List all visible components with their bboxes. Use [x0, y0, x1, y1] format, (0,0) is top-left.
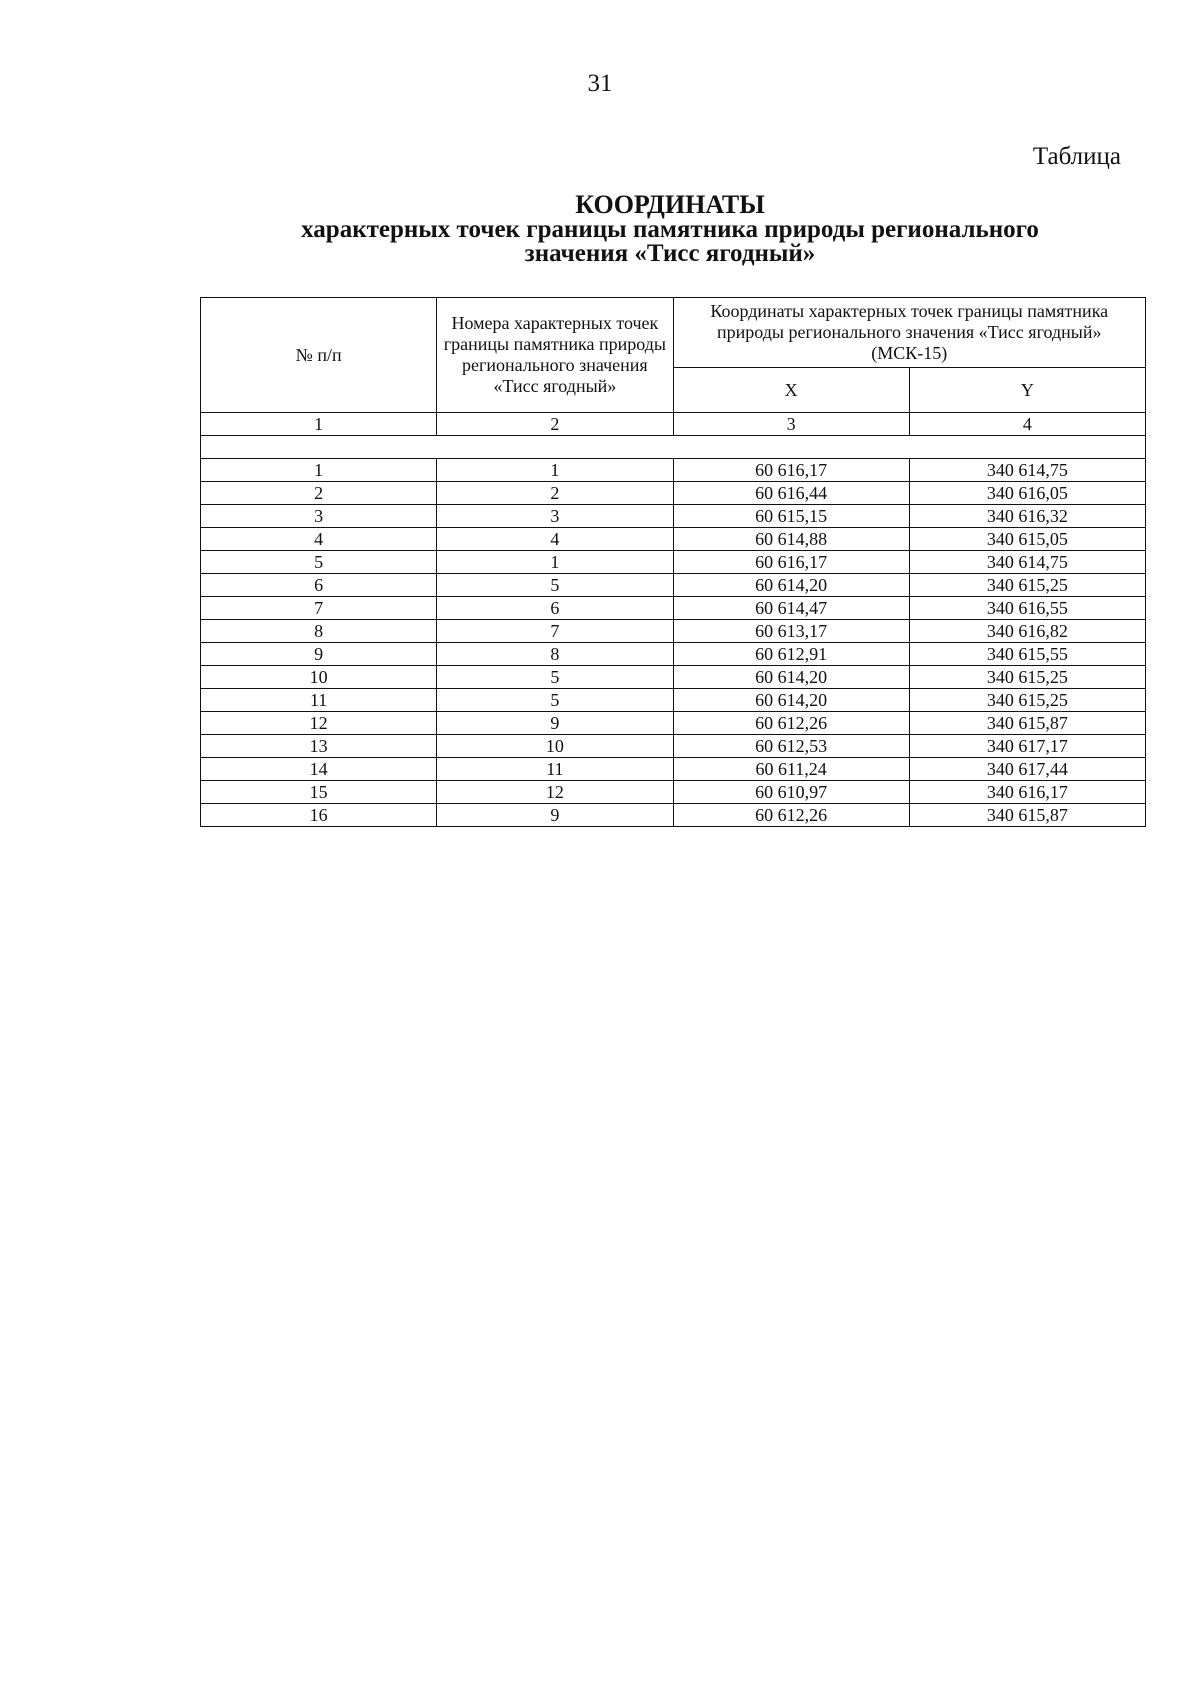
point-number-cell: 1 — [437, 551, 673, 574]
point-number-cell: 5 — [437, 689, 673, 712]
y-coordinate-cell: 340 615,25 — [909, 689, 1145, 712]
title-line-2: характерных точек границы памятника природы регионального — [301, 216, 1039, 243]
point-number-cell: 5 — [437, 666, 673, 689]
y-coordinate-cell: 340 615,25 — [909, 666, 1145, 689]
column-number: 1 — [201, 413, 437, 436]
row-number-cell: 11 — [201, 689, 437, 712]
header-y: Y — [909, 368, 1145, 413]
row-number-cell: 8 — [201, 620, 437, 643]
point-number-cell: 1 — [437, 459, 673, 482]
row-number-cell: 6 — [201, 574, 437, 597]
table-row — [201, 735, 1146, 758]
x-coordinate-cell: 60 614,20 — [673, 666, 909, 689]
table-row — [201, 482, 1146, 505]
title-line-3: значения «Тисс ягодный» — [524, 240, 816, 267]
x-coordinate-cell: 60 615,15 — [673, 505, 909, 528]
column-number: 4 — [909, 413, 1145, 436]
column-number-row — [201, 413, 1146, 436]
point-number-cell: 2 — [437, 482, 673, 505]
y-coordinate-cell: 340 616,05 — [909, 482, 1145, 505]
row-number-cell: 3 — [201, 505, 437, 528]
point-number-cell: 4 — [437, 528, 673, 551]
x-coordinate-cell: 60 614,47 — [673, 597, 909, 620]
row-number-cell: 9 — [201, 643, 437, 666]
y-coordinate-cell: 340 614,75 — [909, 551, 1145, 574]
row-number-cell: 7 — [201, 597, 437, 620]
table-row — [201, 620, 1146, 643]
row-number-cell: 16 — [201, 804, 437, 827]
point-number-cell: 12 — [437, 781, 673, 804]
y-coordinate-cell: 340 615,87 — [909, 712, 1145, 735]
table-row — [201, 666, 1146, 689]
x-coordinate-cell: 60 616,17 — [673, 459, 909, 482]
x-coordinate-cell: 60 614,88 — [673, 528, 909, 551]
row-number-cell: 1 — [201, 459, 437, 482]
row-number-cell: 15 — [201, 781, 437, 804]
row-number-cell: 2 — [201, 482, 437, 505]
table-row — [201, 712, 1146, 735]
empty-row — [201, 436, 1146, 459]
header-coordinates: Координаты характерных точек границы памятника природы регионального значения «Тисс ягодный» (МСК-15) — [673, 298, 1146, 368]
y-coordinate-cell: 340 615,05 — [909, 528, 1145, 551]
table-row — [201, 551, 1146, 574]
point-number-cell: 10 — [437, 735, 673, 758]
x-coordinate-cell: 60 612,26 — [673, 712, 909, 735]
point-number-cell: 5 — [437, 574, 673, 597]
column-number: 3 — [673, 413, 909, 436]
table-row — [201, 528, 1146, 551]
row-number-cell: 4 — [201, 528, 437, 551]
row-number-cell: 14 — [201, 758, 437, 781]
table-row — [201, 781, 1146, 804]
row-number-cell: 12 — [201, 712, 437, 735]
header-point-number: Номера характерных точек границы памятника природы регионального значения «Тисс ягодный» — [437, 298, 673, 413]
row-number-cell: 10 — [201, 666, 437, 689]
column-number: 2 — [437, 413, 673, 436]
point-number-cell: 8 — [437, 643, 673, 666]
x-coordinate-cell: 60 612,53 — [673, 735, 909, 758]
x-coordinate-cell: 60 613,17 — [673, 620, 909, 643]
y-coordinate-cell: 340 617,44 — [909, 758, 1145, 781]
point-number-cell: 9 — [437, 712, 673, 735]
table-row — [201, 758, 1146, 781]
table-label: Таблица — [1032, 143, 1121, 170]
header-x: X — [673, 368, 909, 413]
title-main: КООРДИНАТЫ — [575, 190, 765, 219]
table-row — [201, 643, 1146, 666]
empty-cell — [201, 436, 1146, 459]
table-row — [201, 459, 1146, 482]
x-coordinate-cell: 60 616,44 — [673, 482, 909, 505]
y-coordinate-cell: 340 617,17 — [909, 735, 1145, 758]
table-body — [201, 413, 1146, 827]
header-number: № п/п — [201, 298, 437, 413]
x-coordinate-cell: 60 612,91 — [673, 643, 909, 666]
y-coordinate-cell: 340 616,32 — [909, 505, 1145, 528]
y-coordinate-cell: 340 616,17 — [909, 781, 1145, 804]
point-number-cell: 9 — [437, 804, 673, 827]
y-coordinate-cell: 340 615,87 — [909, 804, 1145, 827]
table-row — [201, 689, 1146, 712]
table-row — [201, 597, 1146, 620]
y-coordinate-cell: 340 615,25 — [909, 574, 1145, 597]
table-row — [201, 574, 1146, 597]
point-number-cell: 7 — [437, 620, 673, 643]
row-number-cell: 5 — [201, 551, 437, 574]
y-coordinate-cell: 340 615,55 — [909, 643, 1145, 666]
x-coordinate-cell: 60 611,24 — [673, 758, 909, 781]
y-coordinate-cell: 340 616,82 — [909, 620, 1145, 643]
table-row — [201, 505, 1146, 528]
document-title — [200, 192, 1140, 266]
x-coordinate-cell: 60 616,17 — [673, 551, 909, 574]
x-coordinate-cell: 60 612,26 — [673, 804, 909, 827]
page-number: 31 — [587, 70, 613, 97]
x-coordinate-cell: 60 614,20 — [673, 574, 909, 597]
x-coordinate-cell: 60 610,97 — [673, 781, 909, 804]
table-row — [201, 804, 1146, 827]
point-number-cell: 3 — [437, 505, 673, 528]
point-number-cell: 11 — [437, 758, 673, 781]
coordinates-table — [200, 297, 1146, 827]
x-coordinate-cell: 60 614,20 — [673, 689, 909, 712]
y-coordinate-cell: 340 616,55 — [909, 597, 1145, 620]
row-number-cell: 13 — [201, 735, 437, 758]
point-number-cell: 6 — [437, 597, 673, 620]
y-coordinate-cell: 340 614,75 — [909, 459, 1145, 482]
